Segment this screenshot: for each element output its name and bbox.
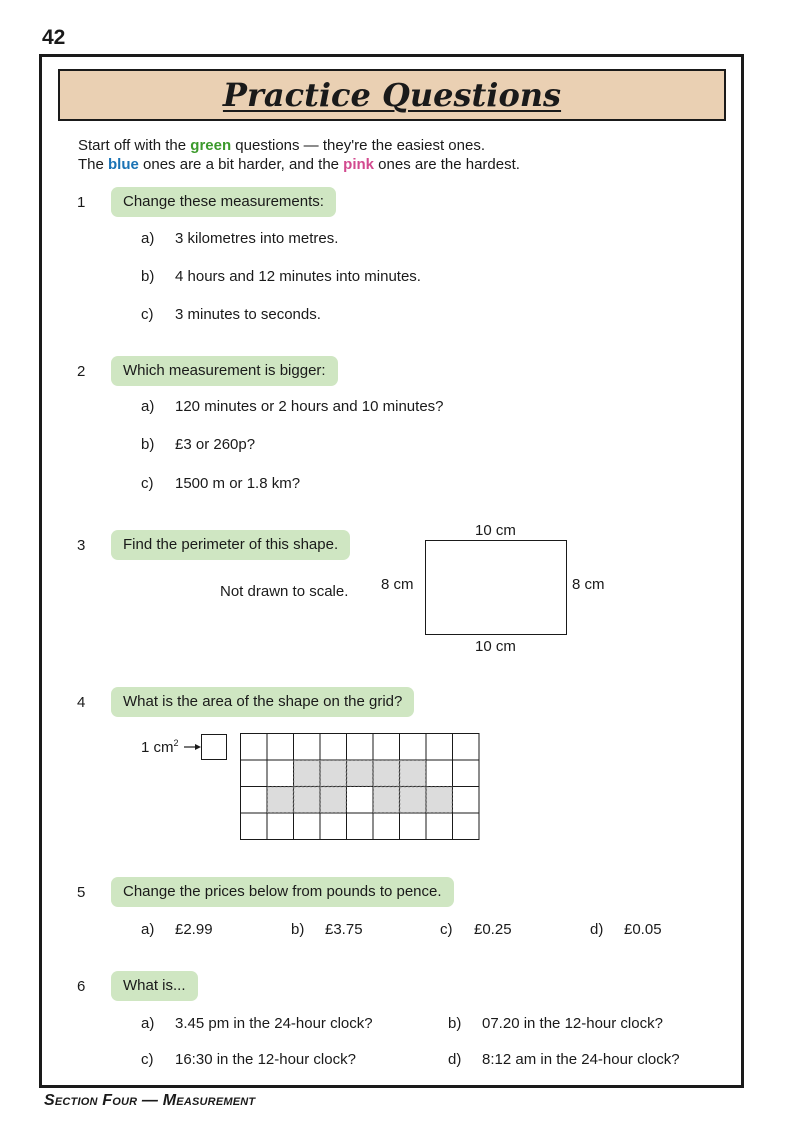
- part-label: a): [141, 230, 155, 247]
- part-text: 1500 m or 1.8 km?: [175, 475, 301, 492]
- question-prompt: What is...: [111, 971, 198, 1001]
- grid-cell: [267, 734, 294, 761]
- question-prompt: What is the area of the shape on the grid?: [111, 687, 414, 717]
- part-label: b): [141, 436, 155, 453]
- key-unit: 1 cm: [141, 739, 174, 756]
- grid-cell: [373, 813, 400, 840]
- question-prompt: Change the prices below from pounds to pence.: [111, 877, 454, 907]
- shaded-cell: [320, 760, 347, 787]
- part-text: 120 minutes or 2 hours and 10 minutes?: [175, 398, 444, 415]
- rectangle-shape: [425, 540, 567, 635]
- shaded-cell: [400, 760, 427, 787]
- shaded-cell: [426, 787, 453, 814]
- part-text: £3 or 260p?: [175, 436, 256, 453]
- part-text: £3.75: [325, 921, 363, 938]
- part-text: £0.05: [624, 921, 662, 938]
- part-text: 3.45 pm in the 24-hour clock?: [175, 1015, 373, 1032]
- grid-cell: [294, 734, 321, 761]
- shaded-cell: [294, 760, 321, 787]
- unit-square: [201, 734, 227, 760]
- intro-line-2: [78, 155, 520, 174]
- area-grid: [240, 733, 481, 840]
- question-number: 4: [77, 694, 86, 711]
- question-part: [141, 475, 300, 492]
- grid-cell: [241, 787, 268, 814]
- green-word: green: [190, 137, 232, 154]
- grid-cell: [453, 813, 480, 840]
- question-number: 1: [77, 194, 86, 211]
- grid-cell: [426, 734, 453, 761]
- question-part: [590, 921, 662, 938]
- part-label: a): [141, 921, 155, 938]
- part-label: a): [141, 398, 155, 415]
- grid-cell: [320, 734, 347, 761]
- shaded-cell: [400, 787, 427, 814]
- question-part: [141, 1051, 356, 1068]
- question-part: [141, 268, 421, 285]
- question-part: [141, 921, 213, 938]
- rectangle-top-label: 10 cm: [475, 522, 516, 539]
- grid-cell: [400, 813, 427, 840]
- question-part: [448, 1015, 663, 1032]
- part-text: 4 hours and 12 minutes into minutes.: [175, 268, 421, 285]
- intro-text: questions — they're the easiest ones.: [231, 137, 485, 154]
- pink-word: pink: [343, 156, 375, 173]
- part-text: 3 minutes to seconds.: [175, 306, 321, 323]
- part-text: £2.99: [175, 921, 213, 938]
- grid-cell: [294, 813, 321, 840]
- question-prompt: Which measurement is bigger:: [111, 356, 338, 386]
- section-footer: Section Four — Measurement: [44, 1092, 256, 1109]
- grid-cell: [267, 760, 294, 787]
- shaded-cell: [373, 787, 400, 814]
- question-part: [448, 1051, 680, 1068]
- question-number: 6: [77, 978, 86, 995]
- shaded-cell: [373, 760, 400, 787]
- grid-cell: [426, 813, 453, 840]
- question-number: 2: [77, 363, 86, 380]
- grid-cell: [400, 734, 427, 761]
- part-label: b): [141, 268, 155, 285]
- question-number: 3: [77, 537, 86, 554]
- part-label: d): [448, 1051, 462, 1068]
- shaded-cell: [347, 760, 374, 787]
- intro-text: ones are the hardest.: [374, 156, 520, 173]
- rectangle-bottom-label: 10 cm: [475, 638, 516, 655]
- grid-cell: [347, 787, 374, 814]
- part-label: b): [448, 1015, 462, 1032]
- part-label: d): [590, 921, 604, 938]
- part-label: c): [141, 475, 154, 492]
- shaded-cell: [267, 787, 294, 814]
- title-banner: [58, 69, 726, 121]
- part-label: c): [141, 306, 154, 323]
- part-label: c): [141, 1051, 154, 1068]
- part-text: £0.25: [474, 921, 512, 938]
- grid-cell: [453, 734, 480, 761]
- question-part: [141, 230, 338, 247]
- intro-line-1: [78, 136, 485, 155]
- rectangle-right-label: 8 cm: [572, 576, 605, 593]
- grid-cell: [453, 787, 480, 814]
- intro-text: ones are a bit harder, and the: [138, 156, 344, 173]
- intro-text: Start off with the: [78, 137, 191, 154]
- part-text: 07.20 in the 12-hour clock?: [482, 1015, 663, 1032]
- grid-cell: [267, 813, 294, 840]
- blue-word: blue: [108, 156, 139, 173]
- shaded-cell: [320, 787, 347, 814]
- grid-cell: [320, 813, 347, 840]
- question-part: [141, 306, 321, 323]
- question-part: [141, 398, 444, 415]
- question-part: [440, 921, 512, 938]
- part-label: c): [440, 921, 453, 938]
- grid-cell: [347, 734, 374, 761]
- grid-key-label: [141, 738, 179, 756]
- part-text: 8:12 am in the 24-hour clock?: [482, 1051, 680, 1068]
- grid-cell: [241, 734, 268, 761]
- scale-note: Not drawn to scale.: [220, 583, 349, 600]
- grid-cell: [241, 813, 268, 840]
- question-part: [141, 1015, 373, 1032]
- page-number: 42: [42, 26, 66, 49]
- intro-text: The: [78, 156, 109, 173]
- question-prompt: Find the perimeter of this shape.: [111, 530, 350, 560]
- question-part: [291, 921, 363, 938]
- question-part: [141, 436, 255, 453]
- rectangle-left-label: 8 cm: [381, 576, 414, 593]
- part-label: a): [141, 1015, 155, 1032]
- grid-cell: [347, 813, 374, 840]
- grid-cell: [373, 734, 400, 761]
- question-number: 5: [77, 884, 86, 901]
- grid-cell: [426, 760, 453, 787]
- shaded-cell: [294, 787, 321, 814]
- page-title: Practice Questions: [222, 76, 562, 114]
- part-text: 3 kilometres into metres.: [175, 230, 339, 247]
- part-label: b): [291, 921, 305, 938]
- part-text: 16:30 in the 12-hour clock?: [175, 1051, 356, 1068]
- grid-cell: [453, 760, 480, 787]
- question-prompt: Change these measurements:: [111, 187, 336, 217]
- grid-cell: [241, 760, 268, 787]
- key-superscript: 2: [173, 738, 179, 748]
